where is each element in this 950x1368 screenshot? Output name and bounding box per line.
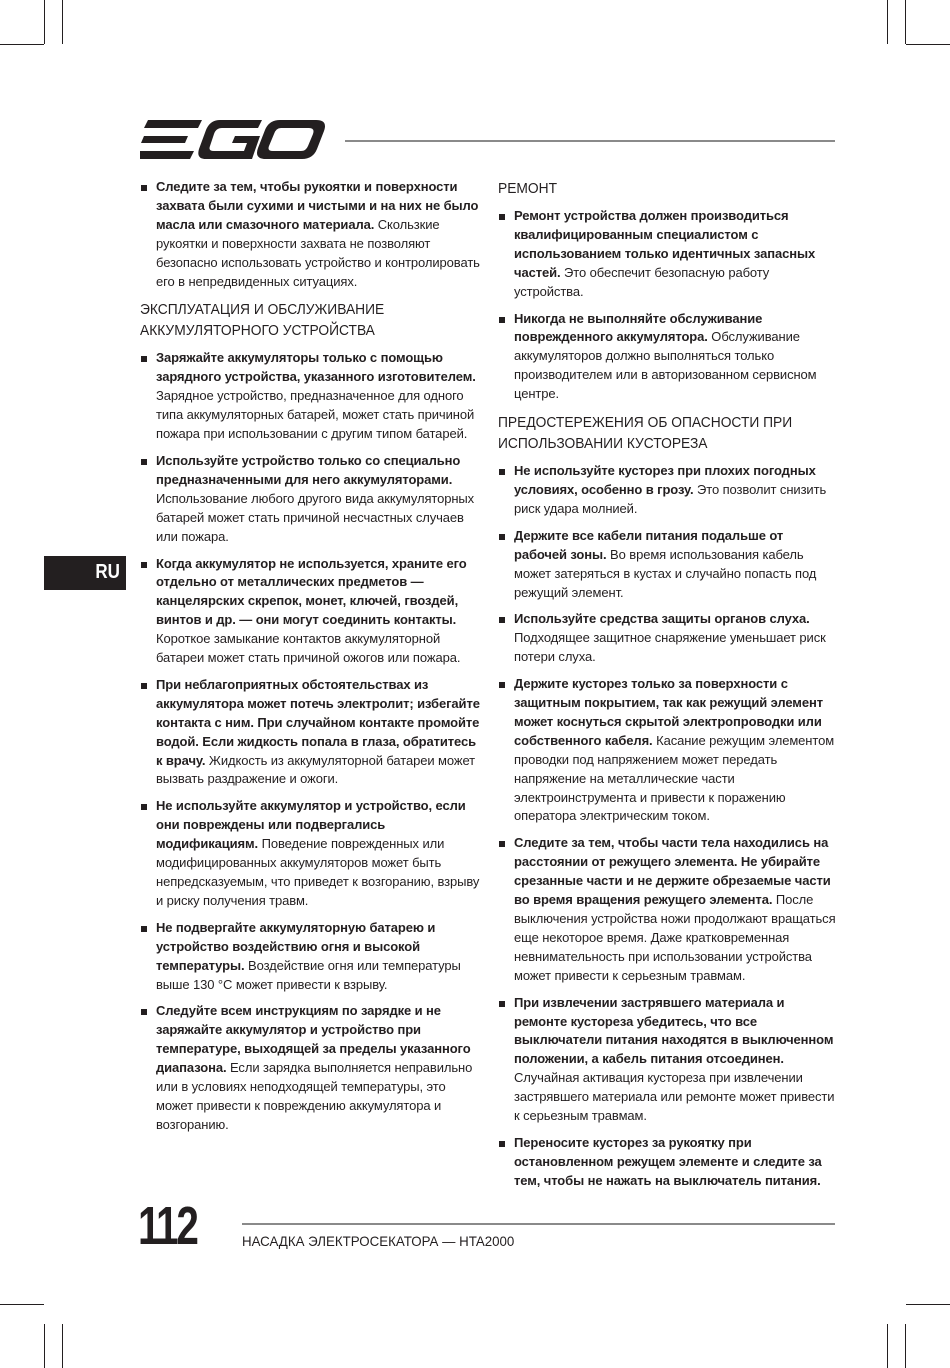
list-item: Не подвергайте аккумуляторную батарею и устройство воздействию огня и высокой температуры. Воздействие огня или температуры выше 130 °C может привести к взрыву. <box>140 919 480 995</box>
list-item: Следите за тем, чтобы части тела находились на расстоянии от режущего элемента. Не убирайте срезанные части и не держите обрезаемые части во время вращения режущего элемента. После выключения устройства ножи продолжают вращаться еще некоторое время. Даже кратковременная невнимательность при использовании устройства может привести к серьезным травмам. <box>498 834 838 985</box>
list-item: Используйте средства защиты органов слуха. Подходящее защитное снаряжение уменьшает риск потери слуха. <box>498 610 838 667</box>
crop-mark <box>0 1304 44 1305</box>
list-item: Не используйте кусторез при плохих погодных условиях, особенно в грозу. Это позволит снизить риск удара молнией. <box>498 462 838 519</box>
crop-mark <box>62 0 63 44</box>
crop-mark <box>44 1324 45 1368</box>
battery-section-heading: ЭКСПЛУАТАЦИЯ И ОБСЛУЖИВАНИЕ АККУМУЛЯТОРНОГО УСТРОЙСТВА <box>140 301 385 340</box>
intro-list <box>140 178 480 291</box>
hazard-section-heading: ПРЕДОСТЕРЕЖЕНИЯ ОБ ОПАСНОСТИ ПРИ ИСПОЛЬЗОВАНИИ КУСТОРЕЗА <box>498 414 793 453</box>
list-item: Не используйте аккумулятор и устройство, если они повреждены или подвергались модификациям. Поведение поврежденных или модифицированных аккумуляторов может быть непредсказуемым, что приведет к возгоранию, взрыву и риску получения травм. <box>140 797 480 910</box>
right-column <box>498 178 838 1199</box>
hazard-list <box>498 462 838 1191</box>
battery-list <box>140 349 480 1134</box>
list-item: При неблагоприятных обстоятельствах из аккумулятора может потечь электролит; избегайте контакта с ним. При случайном контакте промойте водой. Если жидкость попала в глаза, обратитесь к врачу. Жидкость из аккумуляторной батареи может вызвать раздражение и ожоги. <box>140 676 480 789</box>
page-number: 112 <box>138 1196 197 1256</box>
repair-list <box>498 207 838 404</box>
language-tab <box>44 556 126 590</box>
list-item: Заряжайте аккумуляторы только с помощью зарядного устройства, указанного изготовителем. Зарядное устройство, предназначенное для одного типа аккумуляторных батарей, может стать причиной пожара при использовании с другим типом батарей. <box>140 349 480 444</box>
list-item: Следуйте всем инструкциям по зарядке и не заряжайте аккумулятор и устройство при температуре, выходящей за пределы указанного диапазона. Если зарядка выполняется неправильно или в условиях неподходящей температуры, это может привести к повреждению аккумулятора и возгоранию. <box>140 1002 480 1134</box>
crop-mark <box>44 0 45 44</box>
crop-mark <box>906 44 950 45</box>
crop-mark <box>906 1304 950 1305</box>
crop-mark <box>887 1324 888 1368</box>
crop-mark <box>887 0 888 44</box>
crop-mark <box>905 1324 906 1368</box>
footer-rule <box>242 1223 835 1225</box>
left-column <box>140 178 480 1143</box>
list-item: Следите за тем, чтобы рукоятки и поверхности захвата были сухими и чистыми и на них не было масла или смазочного материала. Скользкие рукоятки и поверхности захвата не позволяют безопасно использовать устройство и контролировать его в непредвиденных ситуациях. <box>140 178 480 291</box>
list-item: Используйте устройство только со специально предназначенными для него аккумуляторами. Использование любого другого вида аккумуляторных батарей может стать причиной несчастных случаев или пожара. <box>140 452 480 547</box>
crop-mark <box>905 0 906 44</box>
ego-logo <box>140 120 326 160</box>
list-item: Когда аккумулятор не используется, храните его отдельно от металлических предметов — канцелярских скрепок, монет, ключей, гвоздей, винтов и др. — они могут соединить контакты. Короткое замыкание контактов аккумуляторной батареи может стать причиной ожогов или пожара. <box>140 555 480 668</box>
list-item: Никогда не выполняйте обслуживание поврежденного аккумулятора. Обслуживание аккумуляторов должно выполняться только производителем или в авторизованном сервисном центре. <box>498 310 838 405</box>
list-item: Ремонт устройства должен производиться квалифицированным специалистом с использованием только идентичных запасных частей. Это обеспечит безопасную работу устройства. <box>498 207 838 302</box>
language-code: RU <box>95 561 120 583</box>
list-item: Держите кусторез только за поверхности с защитным покрытием, так как режущий элемент может коснуться скрытой электропроводки или собственного кабеля. Касание режущим элементом проводки под напряжением может передать напряжение на металлические части электроинструмента и привести к поражению оператора электрическим током. <box>498 675 838 826</box>
list-item: Переносите кусторез за рукоятку при остановленном режущем элементе и следите за тем, чтобы не нажать на выключатель питания. <box>498 1134 838 1191</box>
crop-mark <box>62 1324 63 1368</box>
repair-section-heading: РЕМОНТ <box>498 180 558 197</box>
list-item: При извлечении застрявшего материала и ремонте кустореза убедитесь, что все выключатели питания находятся в выключенном положении, а кабель питания отсоединен. Случайная активация кустореза при извлечении застрявшего материала или ремонте может привести к серьезным травмам. <box>498 994 838 1126</box>
footer-title: НАСАДКА ЭЛЕКТРОСЕКАТОРА — HTA2000 <box>242 1233 515 1249</box>
crop-mark <box>0 44 44 45</box>
header-rule <box>345 140 835 142</box>
list-item: Держите все кабели питания подальше от рабочей зоны. Во время использования кабель может затеряться в кустах и случайно попасть под режущий элемент. <box>498 527 838 603</box>
